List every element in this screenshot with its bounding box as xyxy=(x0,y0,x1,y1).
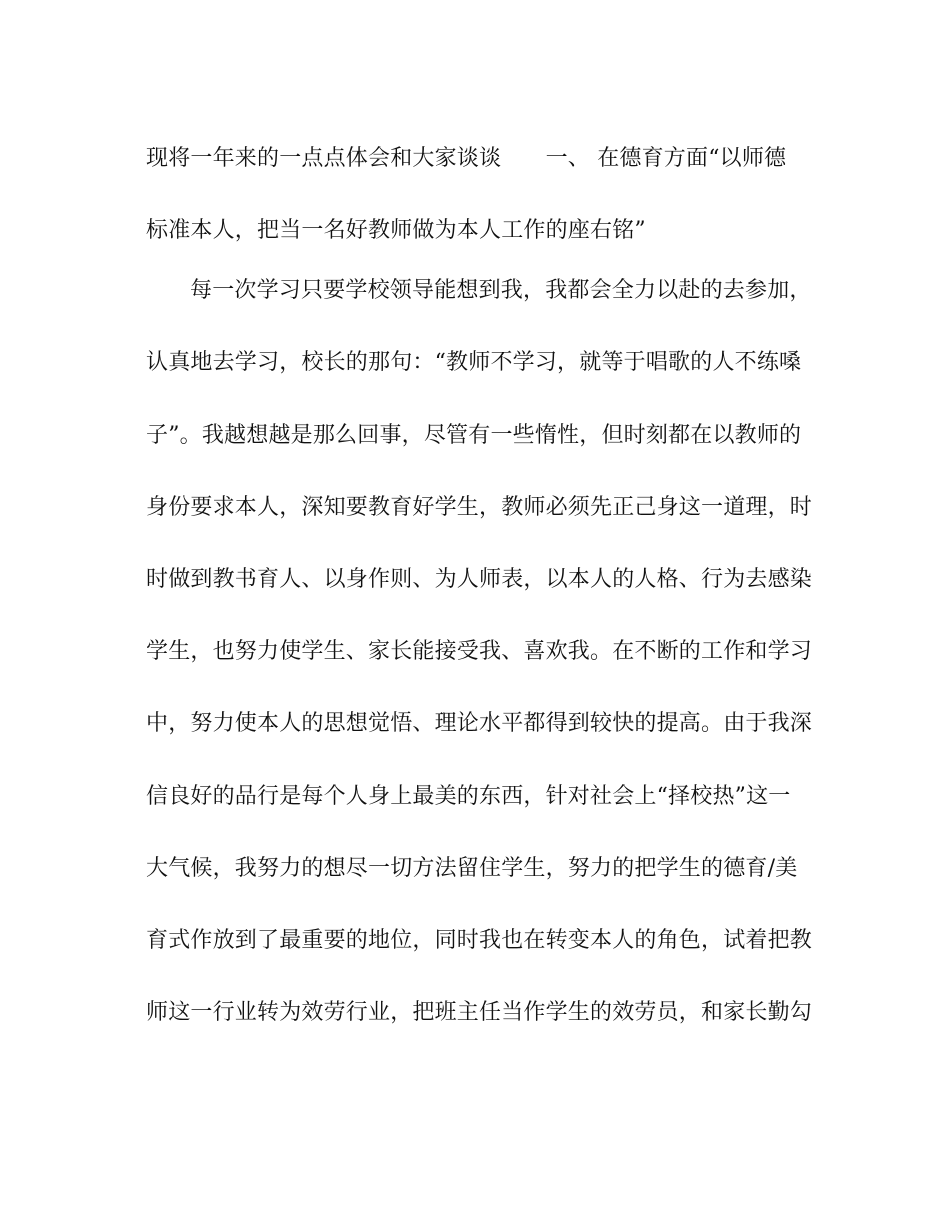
text-line-1: 现将一年来的一点点体会和大家谈谈 一、 在德育方面“以师德 xyxy=(146,146,787,171)
document-body xyxy=(146,139,813,1065)
text-line-11: 大气候，我努力的想尽一切方法留住学生，努力的把学生的德育/美 xyxy=(146,855,798,881)
text-line-5: 子”。我越想越是那么回事，尽管有一些惰性，但时刻都在以教师的 xyxy=(146,422,802,448)
text-line-13: 师这一行业转为效劳行业，把班主任当作学生的效劳员，和家长勤勾 xyxy=(146,1000,813,1026)
text-line-12: 育式作放到了最重要的地位，同时我也在转变本人的角色，试着把教 xyxy=(146,927,813,953)
text-line-9: 中，努力使本人的思想觉悟、理论水平都得到较快的提高。由于我深 xyxy=(146,711,813,737)
text-line-8: 学生，也努力使学生、家长能接受我、喜欢我。在不断的工作和学习 xyxy=(146,639,813,665)
text-line-6: 身份要求本人，深知要教育好学生，教师必须先正己身这一道理，时 xyxy=(146,494,813,520)
text-line-4: 认真地去学习，校长的那句：“教师不学习，就等于唱歌的人不练嗓 xyxy=(146,350,802,376)
text-line-2: 标准本人，把当一名好教师做为本人工作的座右铭” xyxy=(146,218,646,244)
text-line-10: 信良好的品行是每个人身上最美的东西，针对社会上“择校热”这一 xyxy=(146,783,791,809)
text-line-7: 时做到教书育人、以身作则、为人师表，以本人的人格、行为去感染 xyxy=(146,566,813,592)
text-line-3: 每一次学习只要学校领导能想到我，我都会全力以赴的去参加， xyxy=(190,278,812,304)
